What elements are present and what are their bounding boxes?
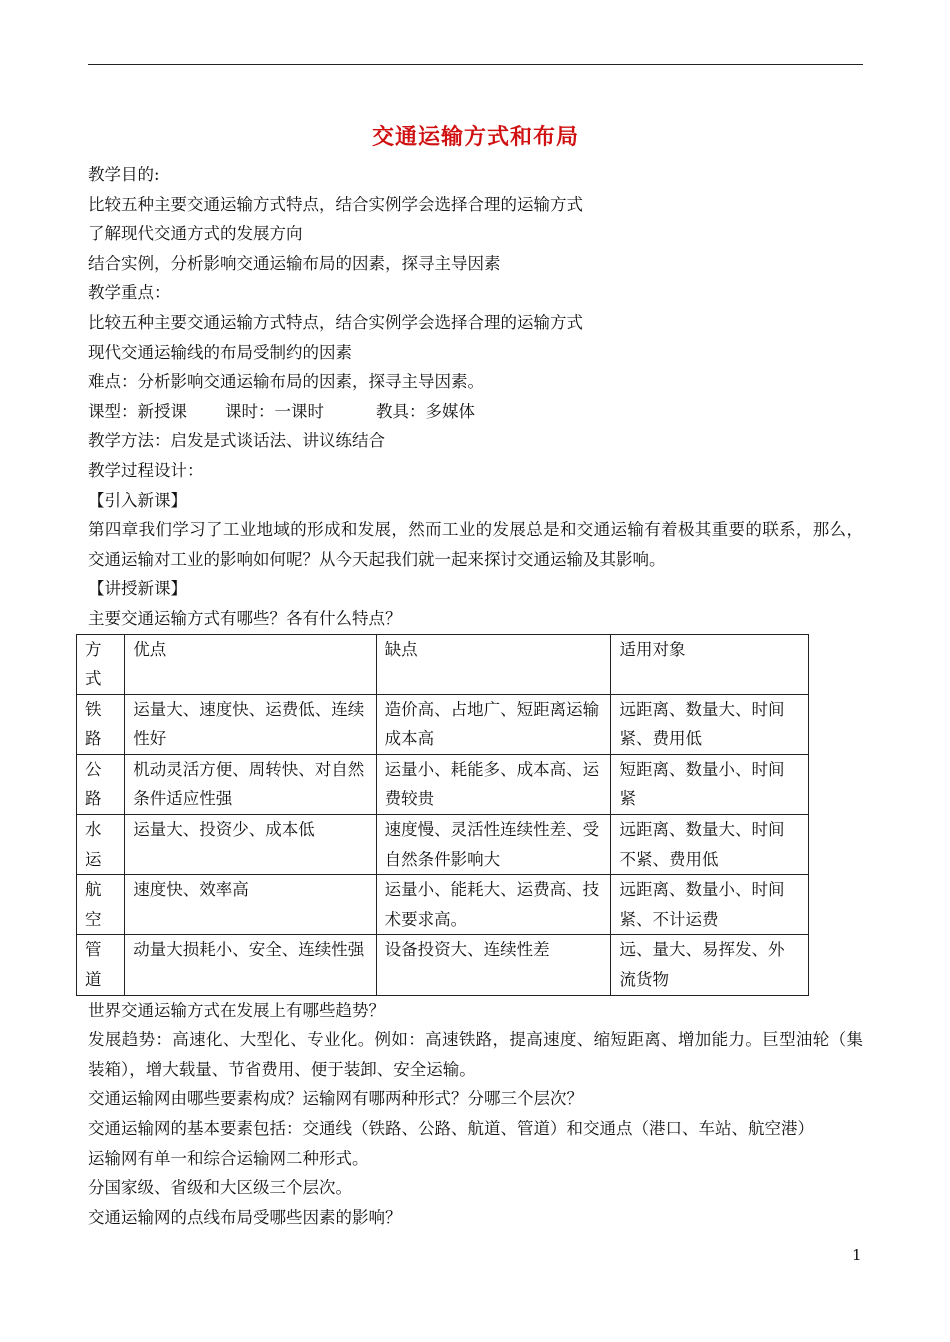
table-row bbox=[77, 815, 809, 875]
table-header-cell: 方式 bbox=[77, 634, 125, 694]
teaching-method: 教学方法：启发是式谈话法、讲议练结合 bbox=[88, 431, 385, 451]
network-levels: 分国家级、省级和大区级三个层次。 bbox=[88, 1178, 352, 1198]
table-cell: 动量大损耗小、安全、连续性强 bbox=[125, 935, 376, 995]
table-row bbox=[77, 875, 809, 935]
course-hours: 课时：一课时 bbox=[225, 401, 324, 421]
difficulty-line: 难点：分析影响交通运输布局的因素，探寻主导因素。 bbox=[88, 372, 484, 392]
table-header-cell: 适用对象 bbox=[611, 634, 809, 694]
key-point-1: 比较五种主要交通运输方式特点，结合实例学会选择合理的运输方式 bbox=[88, 312, 583, 332]
course-info-line bbox=[88, 397, 863, 427]
table-cell: 水运 bbox=[77, 815, 125, 875]
objective-3: 结合实例，分析影响交通运输布局的因素，探寻主导因素 bbox=[88, 253, 501, 273]
question-trends: 世界交通运输方式在发展上有哪些趋势？ bbox=[88, 1000, 385, 1020]
table-cell: 运量大、速度快、运费低、连续性好 bbox=[125, 694, 376, 754]
header-rule bbox=[88, 64, 863, 65]
document-body bbox=[85, 120, 863, 1232]
key-point-2: 现代交通运输线的布局受制约的因素 bbox=[88, 342, 352, 362]
table-cell: 运量小、耗能多、成本高、运费较贵 bbox=[376, 754, 611, 814]
document-title: 交通运输方式和布局 bbox=[371, 124, 579, 150]
page-number: 1 bbox=[852, 1246, 862, 1264]
trend-paragraph: 发展趋势：高速化、大型化、专业化。例如：高速铁路，提高速度、缩短距离、增加能力。巨型油轮（集装箱），增大载量、节省费用、便于装卸、安全运输。 bbox=[88, 1030, 863, 1079]
table-cell: 远距离、数量大、时间不紧、费用低 bbox=[611, 815, 809, 875]
lecture-heading: 【讲授新课】 bbox=[88, 579, 187, 599]
table-cell: 造价高、占地广、短距离运输成本高 bbox=[376, 694, 611, 754]
table-cell: 远距离、数量大、时间紧、费用低 bbox=[611, 694, 809, 754]
table-cell: 短距离、数量小、时间紧 bbox=[611, 754, 809, 814]
table-cell: 远距离、数量小、时间紧、不计运费 bbox=[611, 875, 809, 935]
table-cell: 机动灵活方便、周转快、对自然条件适应性强 bbox=[125, 754, 376, 814]
table-cell: 公路 bbox=[77, 754, 125, 814]
table-cell: 速度快、效率高 bbox=[125, 875, 376, 935]
table-header-cell: 优点 bbox=[125, 634, 376, 694]
network-elements: 交通运输网的基本要素包括：交通线（铁路、公路、航道、管道）和交通点（港口、车站、航空港） bbox=[88, 1119, 814, 1138]
network-forms: 运输网有单一和综合运输网二种形式。 bbox=[88, 1148, 369, 1168]
table-cell: 航空 bbox=[77, 875, 125, 935]
table-cell: 运量小、能耗大、运费高、技术要求高。 bbox=[376, 875, 611, 935]
transport-modes-table bbox=[76, 634, 809, 996]
table-cell: 铁路 bbox=[77, 694, 125, 754]
objective-1: 比较五种主要交通运输方式特点，结合实例学会选择合理的运输方式 bbox=[88, 194, 583, 214]
objective-2: 了解现代交通方式的发展方向 bbox=[88, 224, 303, 244]
table-cell: 设备投资大、连续性差 bbox=[376, 935, 611, 995]
table-cell: 速度慢、灵活性连续性差、受自然条件影响大 bbox=[376, 815, 611, 875]
intro-heading: 【引入新课】 bbox=[88, 490, 187, 510]
objectives-heading: 教学目的: bbox=[88, 165, 160, 184]
table-cell: 远、量大、易挥发、外流货物 bbox=[611, 935, 809, 995]
table-cell: 管道 bbox=[77, 935, 125, 995]
table-cell: 运量大、投资少、成本低 bbox=[125, 815, 376, 875]
table-row bbox=[77, 694, 809, 754]
process-heading: 教学过程设计： bbox=[88, 460, 204, 480]
table-row bbox=[77, 935, 809, 995]
question-transport-modes: 主要交通运输方式有哪些？各有什么特点？ bbox=[88, 608, 402, 628]
question-network: 交通运输网由哪些要素构成？运输网有哪两种形式？分哪三个层次？ bbox=[88, 1089, 583, 1109]
table-header-row bbox=[77, 634, 809, 694]
table-header-cell: 缺点 bbox=[376, 634, 611, 694]
course-tools: 教具：多媒体 bbox=[376, 401, 475, 421]
table-row bbox=[77, 754, 809, 814]
key-points-heading: 教学重点： bbox=[88, 283, 171, 303]
course-type: 课型：新授课 bbox=[88, 401, 187, 421]
question-layout-factors: 交通运输网的点线布局受哪些因素的影响？ bbox=[88, 1207, 402, 1227]
intro-paragraph: 第四章我们学习了工业地域的形成和发展，然而工业的发展总是和交通运输有着极其重要的联系，那么，交通运输对工业的影响如何呢？从今天起我们就一起来探讨交通运输及其影响。 bbox=[88, 520, 863, 569]
